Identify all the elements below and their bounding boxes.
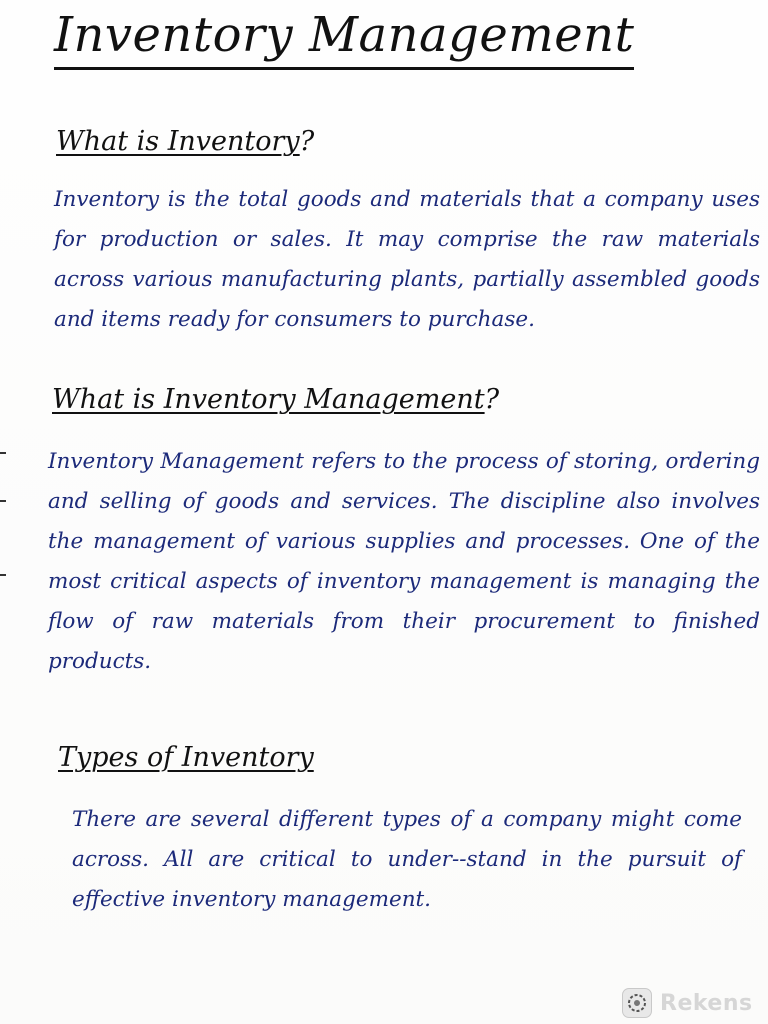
section-heading-suffix: ? — [484, 384, 500, 415]
section-heading-types-of-inventory — [58, 742, 314, 774]
section-heading-what-is-inventory-management — [52, 384, 499, 416]
margin-tick — [0, 500, 6, 502]
section-paragraph-types-of-inventory: There are several different types of a company might come across. All are critical to under--stand in the pursuit of effective inventory management. — [72, 807, 742, 912]
section-heading-text: What is Inventory Management — [52, 384, 485, 415]
section-heading-suffix: ? — [299, 126, 315, 157]
section-heading-text: Types of Inventory — [58, 742, 314, 773]
section-heading-text: What is Inventory — [56, 126, 300, 157]
watermark-text: Rekens — [660, 990, 753, 1016]
section-heading-what-is-inventory — [56, 126, 314, 158]
aperture-icon — [622, 988, 652, 1018]
margin-tick — [0, 452, 6, 454]
margin-tick — [0, 574, 6, 576]
watermark-logo — [622, 988, 762, 1018]
page-title: Inventory Management — [54, 8, 634, 70]
section-paragraph-what-is-inventory-management: Inventory Management refers to the process of storing, ordering and selling of goods and services. The discipline also involves the management of various supplies and processes. One of the most critical aspects of inventory management is managing the flow of raw materials from their procurement to finished products. — [48, 449, 760, 674]
section-paragraph-what-is-inventory: Inventory is the total goods and materials that a company uses for production or sales. It may comprise the raw materials across various manufacturing plants, partially assembled goods and items ready for consumers to purchase. — [54, 187, 760, 332]
